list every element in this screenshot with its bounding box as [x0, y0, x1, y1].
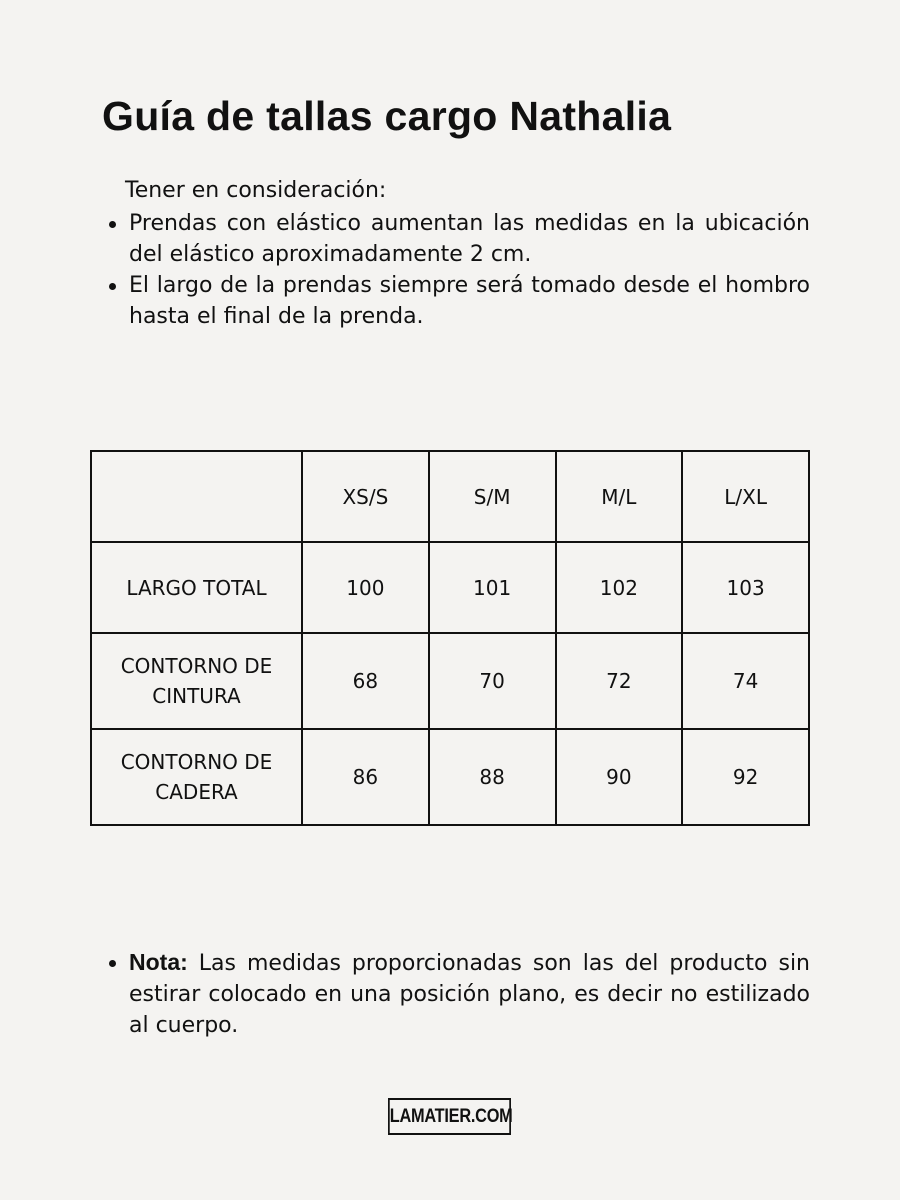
row-label-line: CONTORNO DE: [120, 654, 273, 678]
list-item: [105, 208, 810, 270]
table-row: [91, 542, 809, 633]
row-label-contorno-cintura: [91, 633, 302, 729]
table-cell: 74: [682, 633, 809, 729]
note-section: [105, 947, 810, 1041]
header-cell-l-xl: L/XL: [682, 451, 809, 542]
brand-badge: LAMATIER.COM: [388, 1098, 511, 1135]
bullet-icon: [109, 283, 116, 290]
row-label-line: CADERA: [155, 780, 238, 804]
row-label-contorno-cadera: [91, 729, 302, 825]
table-cell: 103: [682, 542, 809, 633]
note-list: [105, 947, 810, 1041]
table-cell: 90: [556, 729, 683, 825]
list-item: [105, 270, 810, 332]
header-cell-empty: [91, 451, 302, 542]
list-item: [105, 947, 810, 1041]
header-cell-s-m: S/M: [429, 451, 556, 542]
considerations-section: [105, 175, 810, 332]
table-cell: 86: [302, 729, 429, 825]
table-row: [91, 633, 809, 729]
table-cell: 92: [682, 729, 809, 825]
bullet-icon: [109, 221, 116, 228]
note-text: Las medidas proporcionadas son las del producto sin estirar colocado en una posición plano, es decir no estilizado al cuerpo.: [129, 951, 810, 1038]
size-table: [90, 450, 810, 826]
row-label-line: CONTORNO DE: [120, 750, 273, 774]
table-cell: 70: [429, 633, 556, 729]
header-cell-m-l: M/L: [556, 451, 683, 542]
list-item-text: Prendas con elástico aumentan las medidas en la ubicación del elástico aproximadamente 2 cm.: [129, 211, 810, 267]
header-cell-xs-s: XS/S: [302, 451, 429, 542]
row-label-line: CINTURA: [152, 684, 241, 708]
table-cell: 101: [429, 542, 556, 633]
page-title: Guía de tallas cargo Nathalia: [102, 93, 672, 139]
table-cell: 88: [429, 729, 556, 825]
table-cell: 100: [302, 542, 429, 633]
table-cell: 72: [556, 633, 683, 729]
table-cell: 102: [556, 542, 683, 633]
bullet-icon: [109, 960, 116, 967]
list-item-text: El largo de la prendas siempre será tomado desde el hombro hasta el final de la prenda.: [129, 273, 810, 329]
table-header-row: [91, 451, 809, 542]
considerations-list: [105, 208, 810, 332]
table-cell: 68: [302, 633, 429, 729]
table-row: [91, 729, 809, 825]
note-label: Nota:: [129, 949, 188, 975]
row-label-largo-total: LARGO TOTAL: [91, 542, 302, 633]
considerations-intro: Tener en consideración:: [125, 178, 387, 203]
